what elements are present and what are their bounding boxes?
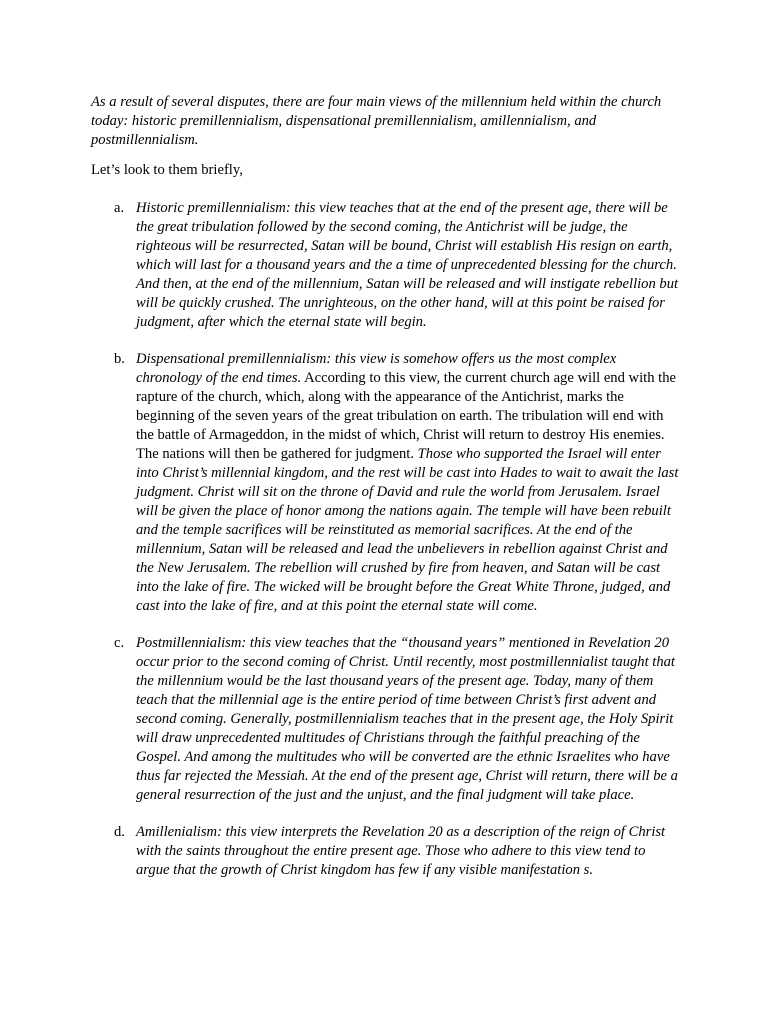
list-item-text-roman-part: According to this view, the current church age will end with the rapture of the church, which, along with the appearance of the Antichrist, marks the beginning of the seven years of the great tribulation on earth. The tribulation will end with the battle of Armageddon, in the midst of which, Christ will return to destroy His enemies. The nations will then be gathered for judgment.	[136, 370, 676, 462]
list-item-text-italic-part: Dispensational premillennialism: this view is somehow offers us the most complex chronology of the end times.	[136, 351, 617, 386]
list-item-text: Amillenialism: this view interprets the Revelation 20 as a description of the reign of Christ with the saints throughout the entire present age. Those who adhere to this view tend to argue that the growth of Christ kingdom has few if any visible manifestation s.	[136, 824, 666, 878]
list-item-text-italic-part: Those who supported the Israel will enter into Christ’s millennial kingdom, and the rest will be cast into Hades to wait to await the last judgment. Christ will sit on the throne of David and rule the world from Jerusalem. Israel will be given the place of honor among the nations again. The temple will have been rebuilt and the temple sacrifices will be reinstituted as memorial sacrifices. At the end of the millennium, Satan will be released and lead the unbelievers in rebellion against Christ and the New Jerusalem. The rebellion will crushed by fire from heaven, and Satan will be cast into the lake of fire. The wicked will be brought before the Great White Throne, judged, and cast into the lake of fire, and at this point the eternal state will come.	[136, 446, 679, 614]
list-item-amillennialism	[91, 823, 679, 880]
lead-sentence: Let’s look to them briefly,	[91, 162, 243, 178]
list-item-dispensational-premillennialism	[91, 350, 679, 616]
list-marker: c.	[114, 635, 125, 651]
list-item-text	[136, 350, 679, 616]
list-item-postmillennialism	[91, 634, 679, 805]
list-item-text: Historic premillennialism: this view teaches that at the end of the present age, there will be the great tribulation followed by the second coming, the Antichrist will be judge, the righteous will be resurrected, Satan will be bound, Christ will establish His resign on earth, which will last for a thousand years and the a time of unprecedented blessing for the church. And then, at the end of the millennium, Satan will be released and will instigate rebellion but will be quickly crushed. The unrighteous, on the other hand, will at this point be raised for judgment, after which the eternal state will begin.	[136, 200, 679, 330]
list-marker: b.	[114, 351, 125, 367]
intro-paragraph: As a result of several disputes, there are four main views of the millennium held within the church today: historic premillennialism, dispensational premillennialism, amillennialism, and postmillennialism.	[91, 94, 662, 148]
list-marker: d.	[114, 824, 125, 840]
list-item-text: Postmillennialism: this view teaches that the “thousand years” mentioned in Revelation 20 occur prior to the second coming of Christ. Until recently, most postmillennialist taught that the millennium would be the last thousand years of the present age. Today, many of them teach that the millennial age is the entire period of time between Christ’s first advent and second coming. Generally, postmillennialism teaches that in the present age, the Holy Spirit will draw unprecedented multitudes of Christians through the faithful preaching of the Gospel. And among the multitudes who will be converted are the ethnic Israelites who have thus far rejected the Messiah. At the end of the present age, Christ will return, there will be a general resurrection of the just and the unjust, and the final judgment will take place.	[136, 635, 678, 803]
list-item-historic-premillennialism	[91, 199, 679, 332]
document-body	[91, 93, 679, 898]
list-marker: a.	[114, 200, 125, 216]
